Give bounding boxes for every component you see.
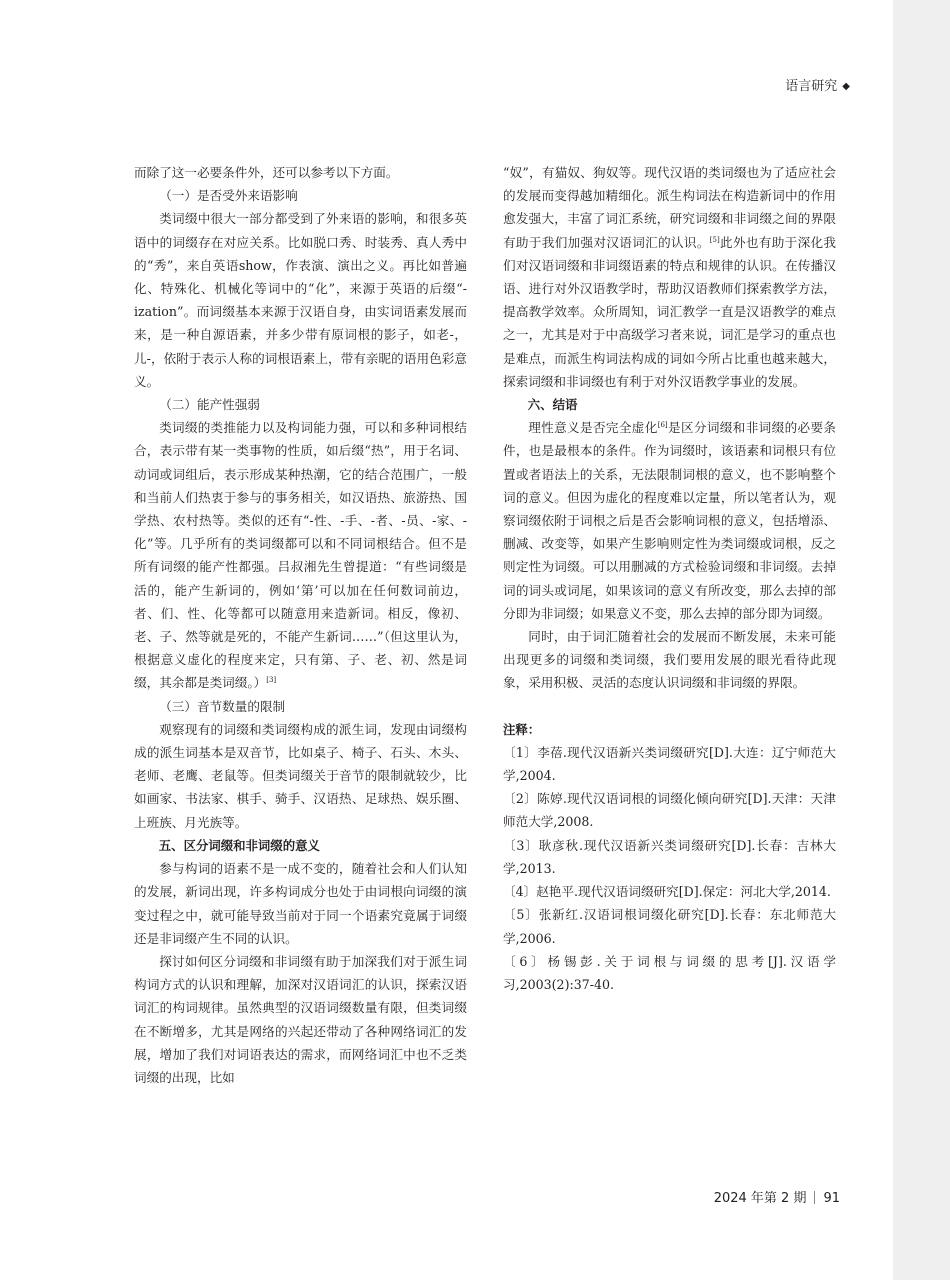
paragraph-text: 观察现有的词缀和类词缀构成的派生词，发现由词缀构成的派生词基本是双音节，比如桌子、椅子、石头、木头、老师、老鹰、老鼠等。但类词缀关于音节的限制就较少，比如画家、书法家、棋手、骑手、汉语热、足球热、娱乐圈、上班族、月光族等。 (134, 721, 467, 830)
section-heading (503, 393, 836, 416)
body-paragraph (134, 184, 467, 207)
paragraph-text: 探讨如何区分词缀和非词缀有助于加深我们对于派生词构词方式的认识和理解，加深对汉语词汇的认识，探索汉语词汇的构词规律。虽然典型的汉语词缀数量有限，但类词缀在不断增多，尤其是网络的兴起还带动了各种网络词汇的发展，增加了我们对词语表达的需求，而网络词汇中也不乏类词缀的出现，比如 (134, 953, 467, 1085)
left-column (134, 161, 467, 1089)
body-paragraph (503, 416, 836, 625)
body-paragraph (134, 857, 467, 950)
diamond-icon: ◆ (842, 81, 850, 92)
paragraph-text-continued: 是区分词缀和非词缀的必要条件，也是最根本的条件。作为词缀时，该语素和词根只有位置或者语法上的关系，无法限制词根的意义，也不影响整个词的意义。但因为虚化的程度难以定量，所以笔者认为，观察词缀依附于词根之后是否会影响词根的意义，包括增添、删减、改变等，如果产生影响则定性为类词缀或词根，反之则定性为词缀。可以用删减的方式检验词缀和非词缀。去掉词的词头或词尾，如果该词的意义有所改变，那么去掉的部分即为非词缀；如果意义不变，那么去掉的部分即为词缀。 (503, 420, 837, 621)
reference-item: 〔4〕赵艳平.现代汉语词缀研究[D].保定：河北大学,2014. (503, 884, 831, 900)
body-paragraph (134, 695, 467, 718)
body-paragraph (503, 625, 836, 695)
citation-mark: [5] (709, 235, 720, 244)
body-paragraph (134, 718, 467, 834)
issue-label: 2024 年第 2 期 (713, 1191, 807, 1206)
paragraph-text: 同时，由于词汇随着社会的发展而不断发展，未来可能出现更多的词缀和类词缀，我们要用发展的眼光看待此现象，采用积极、灵活的态度认识词缀和非词缀的界限。 (503, 629, 836, 691)
reference-item: 〔2〕陈婷.现代汉语词根的词缀化倾向研究[D].天津：天津师范大学,2008. (503, 791, 836, 830)
reference-item: 〔3〕耿彦秋.现代汉语新兴类词缀研究[D].长春：吉林大学,2013. (503, 837, 836, 876)
right-column (503, 161, 836, 996)
paragraph-text: 类词缀中很大一部分都受到了外来语的影响，和很多英语中的词缀存在对应关系。比如脱口秀、时装秀、真人秀中的“秀”，来自英语show，作表演、演出之义。再比如普遍化、特殊化、机械化等词中的“化”，来源于英语的后缀“-ization”。而词缀基本来源于汉语自身，由实词语素发展而来，是一种自源语素，并多少带有原词根的影子，如老-，儿-，依附于表示人称的词根语素上，带有亲昵的语用色彩意义。 (134, 211, 467, 389)
paragraph-text: 六、结语 (527, 397, 578, 413)
paragraph-text: 五、区分词缀和非词缀的意义 (158, 837, 320, 853)
citation-mark: [6] (657, 421, 668, 430)
reference-item: 〔5〕张新红.汉语词根词缀化研究[D].长春：东北师范大学,2006. (503, 907, 836, 946)
journal-section-label: 语言研究 (785, 79, 838, 94)
section-heading (134, 834, 467, 857)
paragraph-text: 而除了这一必要条件外，还可以参考以下方面。 (134, 165, 399, 180)
citation-mark: [3] (266, 676, 277, 685)
page-edge-strip (893, 0, 950, 1280)
body-paragraph (134, 416, 467, 694)
body-paragraph (134, 161, 467, 184)
paragraph-text: （一）是否受外来语影响 (159, 188, 298, 204)
running-head (600, 75, 850, 94)
reference-item: 〔1〕李蓓.现代汉语新兴类词缀研究[D].大连：辽宁师范大学,2004. (503, 744, 836, 784)
page-number: 91 (823, 1191, 840, 1206)
body-paragraph (503, 161, 836, 393)
body-paragraph (134, 393, 467, 416)
paragraph-text: 类词缀的类推能力以及构词能力强，可以和多种词根结合，表示带有某一类事物的性质，如后缀“热”，用于名词、动词或词组后，表示形成某种热潮，它的结合范围广，一般和当前人们热衷于参与的事务相关，如汉语热、旅游热、国学热、农村热等。类似的还有“-性、-手、-者、-员、-家、-化”等。几乎所有的类词缀都可以和不同词根结合。但不是所有词缀的能产性都强。吕叔湘先生曾提道：“有些词缀是活的，能产生新词的，例如‘第’可以加在任何数词前边，者、们、性、化等都可以随意用来造新词。相反，像初、老、子、然等就是死的，不能产生新词……”（但这里认为，根据意义虚化的程度来定，只有第、子、老、初、然是词缀，其余都是类词缀。） (134, 420, 467, 691)
footer-divider (814, 1191, 815, 1204)
paragraph-text-continued: 此外也有助于深化我们对汉语词缀和非词缀语素的特点和规律的认识。在传播汉语、进行对外汉语教学时，帮助汉语教师们探索教学方法，提高教学效率。众所周知，词汇教学一直是汉语教学的难点之一，尤其是对于中高级学习者来说，词汇是学习的重点也是难点，而派生构词法构成的词如今所占比重也越来越大，探索词缀和非词缀也有利于对外汉语教学事业的发展。 (503, 234, 837, 389)
paragraph-text: 参与构词的语素不是一成不变的，随着社会和人们认知的发展，新词出现，许多构词成分也处于由词根向词缀的演变过程之中，就可能导致当前对于同一个语素究竟属于词缀还是非词缀产生不同的认识。 (134, 861, 467, 946)
body-paragraph (134, 207, 467, 393)
paragraph-text: （三）音节数量的限制 (159, 698, 286, 714)
body-paragraph (134, 950, 467, 1089)
paragraph-text: 理性意义是否完全虚化 (528, 420, 658, 436)
page-footer (640, 1187, 840, 1206)
paragraph-text: （二）能产性强弱 (159, 397, 260, 413)
reference-item: 〔6〕杨锡彭.关于词根与词缀的思考[J].汉语学习,2003(2):37-40. (503, 953, 836, 992)
notes-title: 注释： (503, 721, 541, 737)
paragraph-text: “奴”，有猫奴、狗奴等。现代汉语的类词缀也为了适应社会的发展而变得越加精细化。派生构词法在构造新词中的作用愈发强大，丰富了词汇系统，研究词缀和非词缀之间的界限有助于我们加强对汉语词汇的认识。 (503, 165, 836, 250)
